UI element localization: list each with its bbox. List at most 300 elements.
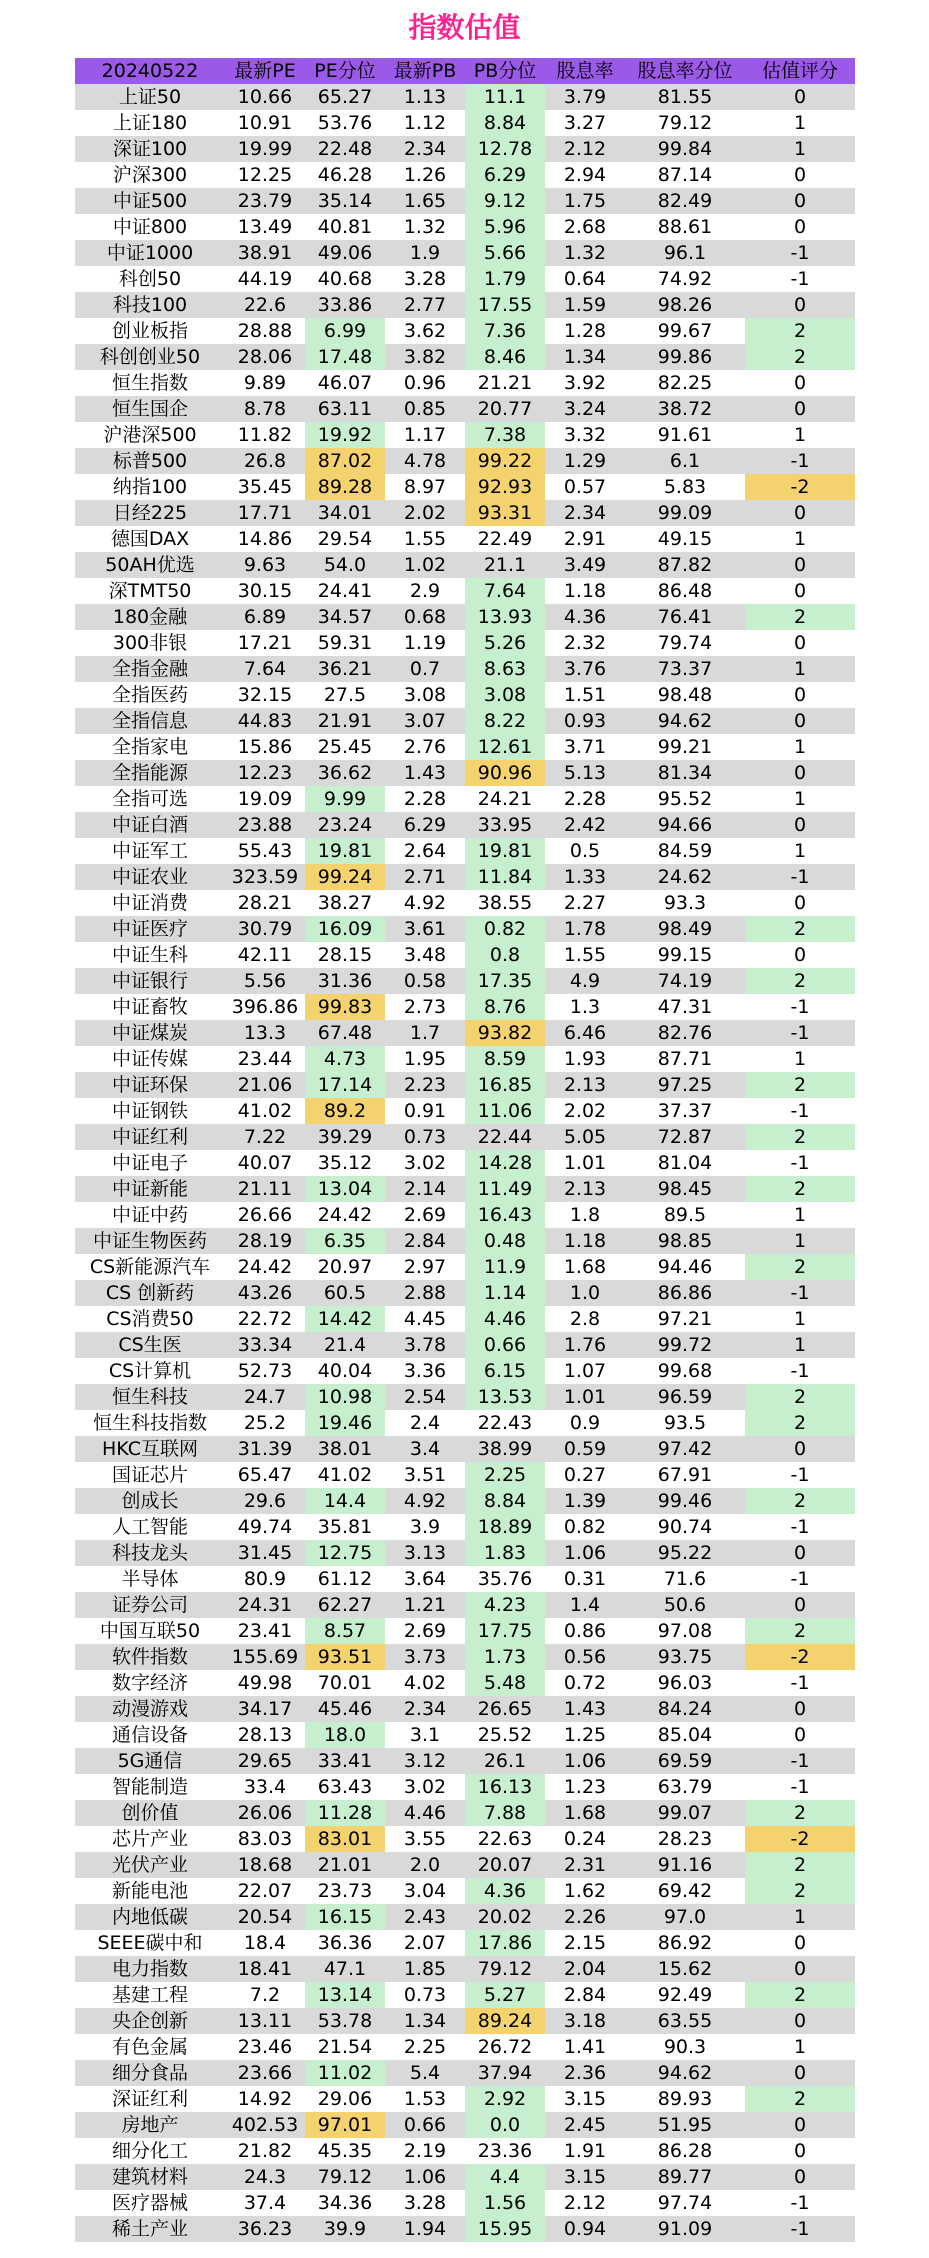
index-name-cell: 科创创业50 — [75, 344, 225, 370]
table-row — [75, 1670, 855, 1696]
score-cell: 2 — [745, 1488, 855, 1514]
table-row — [75, 1150, 855, 1176]
pb-percentile-cell: 7.38 — [465, 422, 545, 448]
pb-cell: 2.69 — [385, 1618, 465, 1644]
score-cell: -1 — [745, 2216, 855, 2242]
pb-percentile-cell: 1.56 — [465, 2190, 545, 2216]
score-cell: 1 — [745, 838, 855, 864]
dividend-percentile-cell: 73.37 — [625, 656, 745, 682]
score-cell: 0 — [745, 2138, 855, 2164]
score-cell: 2 — [745, 1982, 855, 2008]
dividend-yield-cell: 3.32 — [545, 422, 625, 448]
score-cell: 2 — [745, 2086, 855, 2112]
pe-cell: 24.31 — [225, 1592, 305, 1618]
pe-percentile-cell: 79.12 — [305, 2164, 385, 2190]
pe-percentile-cell: 33.86 — [305, 292, 385, 318]
dividend-percentile-cell: 67.91 — [625, 1462, 745, 1488]
table-row — [75, 1176, 855, 1202]
pe-percentile-cell: 39.9 — [305, 2216, 385, 2242]
score-cell: -1 — [745, 1462, 855, 1488]
index-name-cell: 中证煤炭 — [75, 1020, 225, 1046]
pe-percentile-cell: 34.36 — [305, 2190, 385, 2216]
pb-cell: 2.28 — [385, 786, 465, 812]
dividend-yield-cell: 0.64 — [545, 266, 625, 292]
pe-percentile-cell: 29.06 — [305, 2086, 385, 2112]
index-name-cell: 中证1000 — [75, 240, 225, 266]
index-name-cell: 沪港深500 — [75, 422, 225, 448]
table-row — [75, 1592, 855, 1618]
pe-cell: 18.4 — [225, 1930, 305, 1956]
dividend-percentile-cell: 97.21 — [625, 1306, 745, 1332]
pe-cell: 28.21 — [225, 890, 305, 916]
score-cell: -2 — [745, 1826, 855, 1852]
table-row — [75, 1618, 855, 1644]
pe-percentile-cell: 34.01 — [305, 500, 385, 526]
pb-cell: 3.51 — [385, 1462, 465, 1488]
index-name-cell: 科技100 — [75, 292, 225, 318]
pb-cell: 2.34 — [385, 136, 465, 162]
table-row — [75, 1072, 855, 1098]
dividend-percentile-cell: 81.55 — [625, 84, 745, 110]
table-row — [75, 1722, 855, 1748]
pb-cell: 3.4 — [385, 1436, 465, 1462]
table-row — [75, 1488, 855, 1514]
table-row — [75, 2164, 855, 2190]
dividend-percentile-cell: 87.71 — [625, 1046, 745, 1072]
pe-percentile-cell: 38.01 — [305, 1436, 385, 1462]
pb-percentile-cell: 3.08 — [465, 682, 545, 708]
dividend-percentile-cell: 86.92 — [625, 1930, 745, 1956]
page-title: 指数估值 — [408, 11, 521, 44]
pb-percentile-cell: 6.29 — [465, 162, 545, 188]
index-name-cell: 中证银行 — [75, 968, 225, 994]
dividend-yield-cell: 1.76 — [545, 1332, 625, 1358]
pe-cell: 17.21 — [225, 630, 305, 656]
pe-cell: 18.68 — [225, 1852, 305, 1878]
pe-percentile-cell: 53.78 — [305, 2008, 385, 2034]
score-cell: 0 — [745, 1592, 855, 1618]
index-name-cell: 证券公司 — [75, 1592, 225, 1618]
dividend-yield-cell: 1.33 — [545, 864, 625, 890]
score-cell: 1 — [745, 1228, 855, 1254]
pb-cell: 3.82 — [385, 344, 465, 370]
dividend-percentile-cell: 98.26 — [625, 292, 745, 318]
pe-cell: 44.19 — [225, 266, 305, 292]
index-name-cell: 国证芯片 — [75, 1462, 225, 1488]
dividend-percentile-cell: 85.04 — [625, 1722, 745, 1748]
dividend-yield-cell: 2.91 — [545, 526, 625, 552]
index-name-cell: 中证中药 — [75, 1202, 225, 1228]
index-name-cell: 细分食品 — [75, 2060, 225, 2086]
score-cell: -1 — [745, 1280, 855, 1306]
index-name-cell: 全指家电 — [75, 734, 225, 760]
score-cell: 2 — [745, 1176, 855, 1202]
score-cell: 0 — [745, 578, 855, 604]
pe-cell: 10.91 — [225, 110, 305, 136]
dividend-percentile-cell: 79.12 — [625, 110, 745, 136]
table-row — [75, 500, 855, 526]
pb-cell: 0.96 — [385, 370, 465, 396]
pe-cell: 40.07 — [225, 1150, 305, 1176]
pb-cell: 4.46 — [385, 1800, 465, 1826]
index-name-cell: 中证800 — [75, 214, 225, 240]
dividend-percentile-cell: 93.3 — [625, 890, 745, 916]
pb-percentile-cell: 16.43 — [465, 1202, 545, 1228]
pb-cell: 0.58 — [385, 968, 465, 994]
pe-cell: 21.06 — [225, 1072, 305, 1098]
table-row — [75, 292, 855, 318]
index-name-cell: 中证畜牧 — [75, 994, 225, 1020]
pb-percentile-cell: 17.35 — [465, 968, 545, 994]
pb-percentile-cell: 1.83 — [465, 1540, 545, 1566]
pe-percentile-cell: 6.35 — [305, 1228, 385, 1254]
dividend-percentile-cell: 97.25 — [625, 1072, 745, 1098]
pe-percentile-cell: 24.42 — [305, 1202, 385, 1228]
score-cell: 0 — [745, 500, 855, 526]
pb-cell: 3.02 — [385, 1774, 465, 1800]
dividend-percentile-cell: 90.74 — [625, 1514, 745, 1540]
index-name-cell: 恒生科技指数 — [75, 1410, 225, 1436]
dividend-percentile-cell: 47.31 — [625, 994, 745, 1020]
pb-percentile-cell: 21.21 — [465, 370, 545, 396]
dividend-percentile-cell: 94.46 — [625, 1254, 745, 1280]
pb-cell: 2.71 — [385, 864, 465, 890]
pb-cell: 3.04 — [385, 1878, 465, 1904]
index-name-cell: 恒生指数 — [75, 370, 225, 396]
pe-cell: 30.79 — [225, 916, 305, 942]
dividend-percentile-cell: 95.52 — [625, 786, 745, 812]
score-cell: -1 — [745, 864, 855, 890]
pe-cell: 29.6 — [225, 1488, 305, 1514]
pe-cell: 13.49 — [225, 214, 305, 240]
pe-percentile-cell: 70.01 — [305, 1670, 385, 1696]
table-row — [75, 1124, 855, 1150]
score-cell: 0 — [745, 1722, 855, 1748]
dividend-percentile-cell: 99.84 — [625, 136, 745, 162]
dividend-yield-cell: 1.18 — [545, 578, 625, 604]
pe-cell: 396.86 — [225, 994, 305, 1020]
pb-percentile-cell: 22.44 — [465, 1124, 545, 1150]
index-name-cell: 上证180 — [75, 110, 225, 136]
score-cell: -2 — [745, 1644, 855, 1670]
dividend-percentile-cell: 99.09 — [625, 500, 745, 526]
table-row — [75, 630, 855, 656]
index-name-cell: CS新能源汽车 — [75, 1254, 225, 1280]
table-row — [75, 1202, 855, 1228]
dividend-yield-cell: 1.23 — [545, 1774, 625, 1800]
dividend-percentile-cell: 38.72 — [625, 396, 745, 422]
table-row — [75, 214, 855, 240]
dividend-percentile-cell: 96.59 — [625, 1384, 745, 1410]
index-name-cell: 动漫游戏 — [75, 1696, 225, 1722]
dividend-percentile-cell: 63.79 — [625, 1774, 745, 1800]
score-cell: -1 — [745, 1358, 855, 1384]
score-cell: 2 — [745, 604, 855, 630]
pb-percentile-cell: 15.95 — [465, 2216, 545, 2242]
table-row — [75, 656, 855, 682]
dividend-yield-cell: 1.06 — [545, 1748, 625, 1774]
table-row — [75, 2112, 855, 2138]
pb-percentile-cell: 7.88 — [465, 1800, 545, 1826]
score-cell: 1 — [745, 1332, 855, 1358]
table-row — [75, 474, 855, 500]
pe-cell: 11.82 — [225, 422, 305, 448]
pe-percentile-cell: 28.15 — [305, 942, 385, 968]
pe-cell: 65.47 — [225, 1462, 305, 1488]
pe-percentile-cell: 38.27 — [305, 890, 385, 916]
dividend-percentile-cell: 99.07 — [625, 1800, 745, 1826]
pb-cell: 0.73 — [385, 1982, 465, 2008]
dividend-percentile-cell: 94.62 — [625, 708, 745, 734]
dividend-yield-cell: 1.34 — [545, 344, 625, 370]
dividend-yield-cell: 3.27 — [545, 110, 625, 136]
pb-percentile-cell: 24.21 — [465, 786, 545, 812]
pe-percentile-cell: 36.62 — [305, 760, 385, 786]
index-name-cell: 全指能源 — [75, 760, 225, 786]
pb-cell: 2.02 — [385, 500, 465, 526]
table-row — [75, 890, 855, 916]
score-cell: 0 — [745, 760, 855, 786]
score-cell: 2 — [745, 1384, 855, 1410]
pb-percentile-cell: 89.24 — [465, 2008, 545, 2034]
pb-cell: 2.88 — [385, 1280, 465, 1306]
score-cell: 2 — [745, 1254, 855, 1280]
header-pe: 最新PE — [225, 58, 305, 84]
dividend-percentile-cell: 99.15 — [625, 942, 745, 968]
dividend-yield-cell: 3.49 — [545, 552, 625, 578]
pe-cell: 5.56 — [225, 968, 305, 994]
pb-percentile-cell: 2.25 — [465, 1462, 545, 1488]
pe-cell: 13.3 — [225, 1020, 305, 1046]
pb-percentile-cell: 93.82 — [465, 1020, 545, 1046]
pb-percentile-cell: 8.22 — [465, 708, 545, 734]
pe-cell: 38.91 — [225, 240, 305, 266]
pb-cell: 3.73 — [385, 1644, 465, 1670]
score-cell: -2 — [745, 474, 855, 500]
pb-cell: 2.07 — [385, 1930, 465, 1956]
score-cell: 1 — [745, 2034, 855, 2060]
pb-cell: 3.13 — [385, 1540, 465, 1566]
score-cell: 0 — [745, 708, 855, 734]
pe-percentile-cell: 93.51 — [305, 1644, 385, 1670]
pe-cell: 55.43 — [225, 838, 305, 864]
pb-cell: 4.92 — [385, 890, 465, 916]
index-name-cell: 创业板指 — [75, 318, 225, 344]
pe-percentile-cell: 87.02 — [305, 448, 385, 474]
dividend-yield-cell: 4.36 — [545, 604, 625, 630]
pe-cell: 6.89 — [225, 604, 305, 630]
pe-percentile-cell: 11.02 — [305, 2060, 385, 2086]
dividend-percentile-cell: 84.24 — [625, 1696, 745, 1722]
score-cell: 0 — [745, 2112, 855, 2138]
dividend-percentile-cell: 98.85 — [625, 1228, 745, 1254]
pe-percentile-cell: 29.54 — [305, 526, 385, 552]
pe-percentile-cell: 24.41 — [305, 578, 385, 604]
pe-cell: 402.53 — [225, 2112, 305, 2138]
dividend-yield-cell: 0.72 — [545, 1670, 625, 1696]
table-header-row — [75, 58, 855, 84]
pe-percentile-cell: 11.28 — [305, 1800, 385, 1826]
dividend-percentile-cell: 98.49 — [625, 916, 745, 942]
pb-cell: 2.69 — [385, 1202, 465, 1228]
pe-cell: 23.44 — [225, 1046, 305, 1072]
pe-cell: 22.72 — [225, 1306, 305, 1332]
dividend-percentile-cell: 96.1 — [625, 240, 745, 266]
pb-cell: 0.85 — [385, 396, 465, 422]
dividend-yield-cell: 1.55 — [545, 942, 625, 968]
table-row — [75, 552, 855, 578]
pe-percentile-cell: 47.1 — [305, 1956, 385, 1982]
dividend-yield-cell: 2.31 — [545, 1852, 625, 1878]
dividend-percentile-cell: 87.14 — [625, 162, 745, 188]
pb-percentile-cell: 17.75 — [465, 1618, 545, 1644]
pe-cell: 28.88 — [225, 318, 305, 344]
dividend-yield-cell: 1.25 — [545, 1722, 625, 1748]
index-name-cell: 日经225 — [75, 500, 225, 526]
index-name-cell: 中证消费 — [75, 890, 225, 916]
table-row — [75, 2086, 855, 2112]
pb-cell: 3.61 — [385, 916, 465, 942]
pb-cell: 1.32 — [385, 214, 465, 240]
dividend-yield-cell: 0.24 — [545, 1826, 625, 1852]
dividend-percentile-cell: 91.16 — [625, 1852, 745, 1878]
dividend-percentile-cell: 87.82 — [625, 552, 745, 578]
pb-cell: 1.17 — [385, 422, 465, 448]
pe-cell: 7.64 — [225, 656, 305, 682]
pb-percentile-cell: 5.96 — [465, 214, 545, 240]
dividend-yield-cell: 1.75 — [545, 188, 625, 214]
table-row — [75, 1904, 855, 1930]
index-name-cell: 180金融 — [75, 604, 225, 630]
pb-cell: 2.64 — [385, 838, 465, 864]
pb-cell: 3.62 — [385, 318, 465, 344]
pe-cell: 24.3 — [225, 2164, 305, 2190]
score-cell: 2 — [745, 968, 855, 994]
dividend-percentile-cell: 86.86 — [625, 1280, 745, 1306]
dividend-percentile-cell: 84.59 — [625, 838, 745, 864]
table-row — [75, 370, 855, 396]
index-name-cell: 电力指数 — [75, 1956, 225, 1982]
table-row — [75, 864, 855, 890]
dividend-percentile-cell: 74.92 — [625, 266, 745, 292]
pb-cell: 3.08 — [385, 682, 465, 708]
score-cell: 2 — [745, 1852, 855, 1878]
pe-cell: 19.09 — [225, 786, 305, 812]
dividend-yield-cell: 5.05 — [545, 1124, 625, 1150]
header-date: 20240522 — [75, 58, 225, 84]
index-name-cell: 全指信息 — [75, 708, 225, 734]
index-name-cell: 中证农业 — [75, 864, 225, 890]
table-row — [75, 916, 855, 942]
dividend-yield-cell: 6.46 — [545, 1020, 625, 1046]
dividend-percentile-cell: 99.46 — [625, 1488, 745, 1514]
score-cell: -1 — [745, 1670, 855, 1696]
pe-cell: 26.66 — [225, 1202, 305, 1228]
pb-cell: 1.12 — [385, 110, 465, 136]
index-name-cell: 恒生国企 — [75, 396, 225, 422]
dividend-yield-cell: 3.71 — [545, 734, 625, 760]
pe-percentile-cell: 4.73 — [305, 1046, 385, 1072]
pb-cell: 1.65 — [385, 188, 465, 214]
index-name-cell: 50AH优选 — [75, 552, 225, 578]
dividend-yield-cell: 1.8 — [545, 1202, 625, 1228]
score-cell: -1 — [745, 266, 855, 292]
pb-percentile-cell: 11.49 — [465, 1176, 545, 1202]
table-row — [75, 1774, 855, 1800]
pe-percentile-cell: 97.01 — [305, 2112, 385, 2138]
pe-percentile-cell: 27.5 — [305, 682, 385, 708]
pe-cell: 83.03 — [225, 1826, 305, 1852]
pb-cell: 3.64 — [385, 1566, 465, 1592]
dividend-yield-cell: 2.28 — [545, 786, 625, 812]
table-row — [75, 1358, 855, 1384]
table-row — [75, 760, 855, 786]
pe-cell: 35.45 — [225, 474, 305, 500]
pe-percentile-cell: 33.41 — [305, 1748, 385, 1774]
pb-cell: 1.9 — [385, 240, 465, 266]
pb-cell: 1.95 — [385, 1046, 465, 1072]
pe-cell: 26.8 — [225, 448, 305, 474]
pb-percentile-cell: 0.8 — [465, 942, 545, 968]
table-row — [75, 1748, 855, 1774]
pe-cell: 7.2 — [225, 1982, 305, 2008]
pb-cell: 5.4 — [385, 2060, 465, 2086]
score-cell: 1 — [745, 656, 855, 682]
dividend-percentile-cell: 82.25 — [625, 370, 745, 396]
table-row — [75, 682, 855, 708]
pb-cell: 4.02 — [385, 1670, 465, 1696]
pb-percentile-cell: 20.07 — [465, 1852, 545, 1878]
index-name-cell: SEEE碳中和 — [75, 1930, 225, 1956]
pe-cell: 28.19 — [225, 1228, 305, 1254]
pe-percentile-cell: 45.35 — [305, 2138, 385, 2164]
pe-percentile-cell: 99.83 — [305, 994, 385, 1020]
pe-percentile-cell: 35.81 — [305, 1514, 385, 1540]
index-name-cell: 德国DAX — [75, 526, 225, 552]
dividend-yield-cell: 1.68 — [545, 1800, 625, 1826]
pe-percentile-cell: 8.57 — [305, 1618, 385, 1644]
table-row — [75, 994, 855, 1020]
table-row — [75, 786, 855, 812]
pe-cell: 20.54 — [225, 1904, 305, 1930]
header-pb-percentile: PB分位 — [465, 58, 545, 84]
dividend-yield-cell: 0.57 — [545, 474, 625, 500]
index-name-cell: 中证军工 — [75, 838, 225, 864]
dividend-yield-cell: 0.9 — [545, 1410, 625, 1436]
dividend-yield-cell: 0.82 — [545, 1514, 625, 1540]
pb-percentile-cell: 4.36 — [465, 1878, 545, 1904]
pb-percentile-cell: 1.73 — [465, 1644, 545, 1670]
dividend-percentile-cell: 93.75 — [625, 1644, 745, 1670]
table-row — [75, 1800, 855, 1826]
score-cell: 0 — [745, 2060, 855, 2086]
score-cell: 0 — [745, 1540, 855, 1566]
dividend-yield-cell: 2.68 — [545, 214, 625, 240]
pe-percentile-cell: 12.75 — [305, 1540, 385, 1566]
pb-cell: 2.0 — [385, 1852, 465, 1878]
header-pb: 最新PB — [385, 58, 465, 84]
pe-cell: 14.92 — [225, 2086, 305, 2112]
pb-cell: 1.53 — [385, 2086, 465, 2112]
table-row — [75, 708, 855, 734]
pe-percentile-cell: 20.97 — [305, 1254, 385, 1280]
index-name-cell: 标普500 — [75, 448, 225, 474]
pb-cell: 2.54 — [385, 1384, 465, 1410]
pe-percentile-cell: 39.29 — [305, 1124, 385, 1150]
dividend-yield-cell: 3.76 — [545, 656, 625, 682]
index-name-cell: 人工智能 — [75, 1514, 225, 1540]
dividend-yield-cell: 2.94 — [545, 162, 625, 188]
